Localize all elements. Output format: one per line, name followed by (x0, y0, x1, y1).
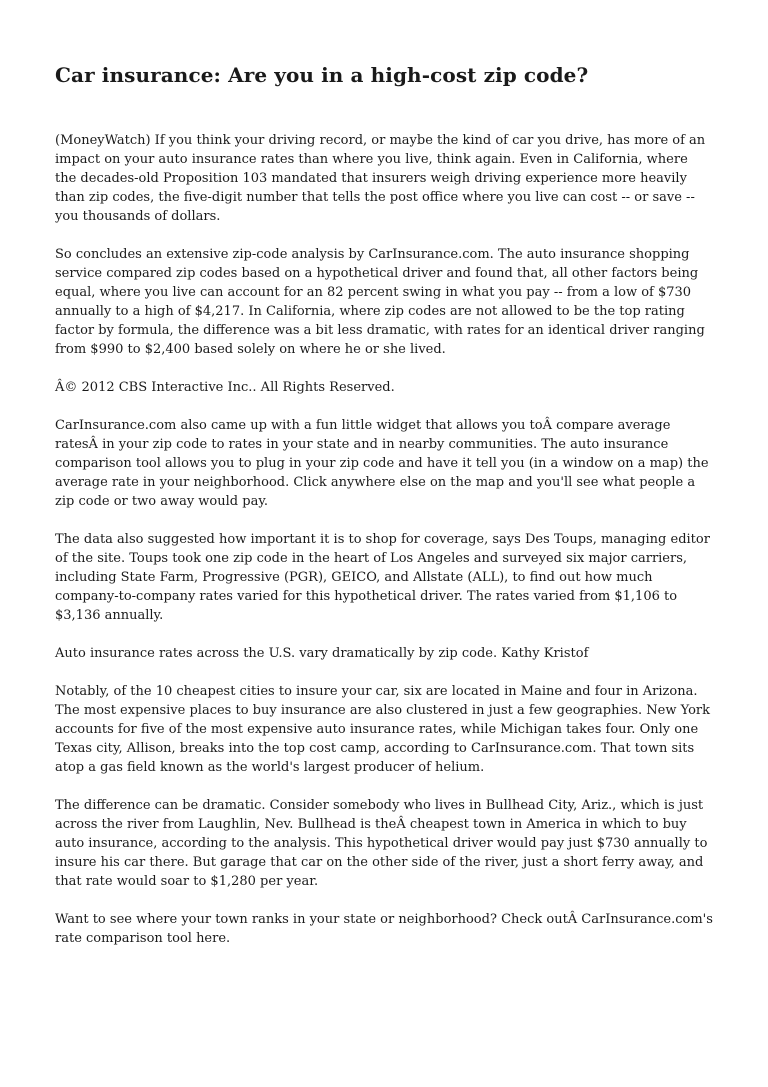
article-title: Car insurance: Are you in a high-cost zip code? (55, 63, 589, 87)
paragraph-intro: (MoneyWatch) If you think your driving record, or maybe the kind of car you drive, has more of an impact on your auto insurance rates than where you live, think again. Even in California, where the decades-old Proposition 103 mandated that insurers weigh driving experience more heavily than zip codes, the five-digit number that tells the post office where you live can cost -- or save -- you thousands of dollars. (55, 133, 706, 224)
document-page (55, 58, 713, 967)
paragraph-shopping: The data also suggested how important it is to shop for coverage, says Des Toups, managing editor of the site. Toups took one zip code in the heart of Los Angeles and surveyed six major carriers, including State Farm, Progressive (PGR), GEICO, and Allstate (ALL), to find out how much company-to-company rates varied for this hypothetical driver. The rates varied from $1,106 to $3,136 annually. (55, 532, 710, 623)
paragraph-analysis: So concludes an extensive zip-code analysis by CarInsurance.com. The auto insurance shopping service compared zip codes based on a hypothetical driver and found that, all other factors being equal, where you live can account for an 82 percent swing in what you pay -- from a low of $730 annually to a high of $4,217. In California, where zip codes are not allowed to be the top rating factor by formula, the difference was a bit less dramatic, with rates for an identical driver ranging from $990 to $2,400 based solely on where he or she lived. (55, 247, 705, 357)
paragraph-copyright: Â© 2012 CBS Interactive Inc.. All Rights Reserved. (55, 380, 395, 395)
paragraph-widget: CarInsurance.com also came up with a fun little widget that allows you toÂ compare average ratesÂ in your zip code to rates in your state and in nearby communities. The auto insurance comparison tool allows you to plug in your zip code and have it tell you (in a window on a map) the average rate in your neighborhood. Click anywhere else on the map and you'll see what people a zip code or two away would pay. (55, 418, 709, 509)
paragraph-bullhead-city: The difference can be dramatic. Consider somebody who lives in Bullhead City, Ariz., which is just across the river from Laughlin, Nev. Bullhead is theÂ cheapest town in America in which to buy auto insurance, according to the analysis. This hypothetical driver would pay just $730 annually to insure his car there. But garage that car on the other side of the river, just a short ferry away, and that rate would soar to $1,280 per year. (55, 798, 708, 889)
paragraph-closing: Want to see where your town ranks in your state or neighborhood? Check outÂ CarInsurance.com's rate comparison tool here. (55, 912, 713, 946)
paragraph-cheapest-cities: Notably, of the 10 cheapest cities to insure your car, six are located in Maine and four in Arizona. The most expensive places to buy insurance are also clustered in just a few geographies. New York accounts for five of the most expensive auto insurance rates, while Michigan takes four. Only one Texas city, Allison, breaks into the top cost camp, according to CarInsurance.com. That town sits atop a gas field known as the world's largest producer of helium. (55, 684, 710, 775)
paragraph-image-caption: Auto insurance rates across the U.S. vary dramatically by zip code. Kathy Kristof (55, 646, 589, 661)
